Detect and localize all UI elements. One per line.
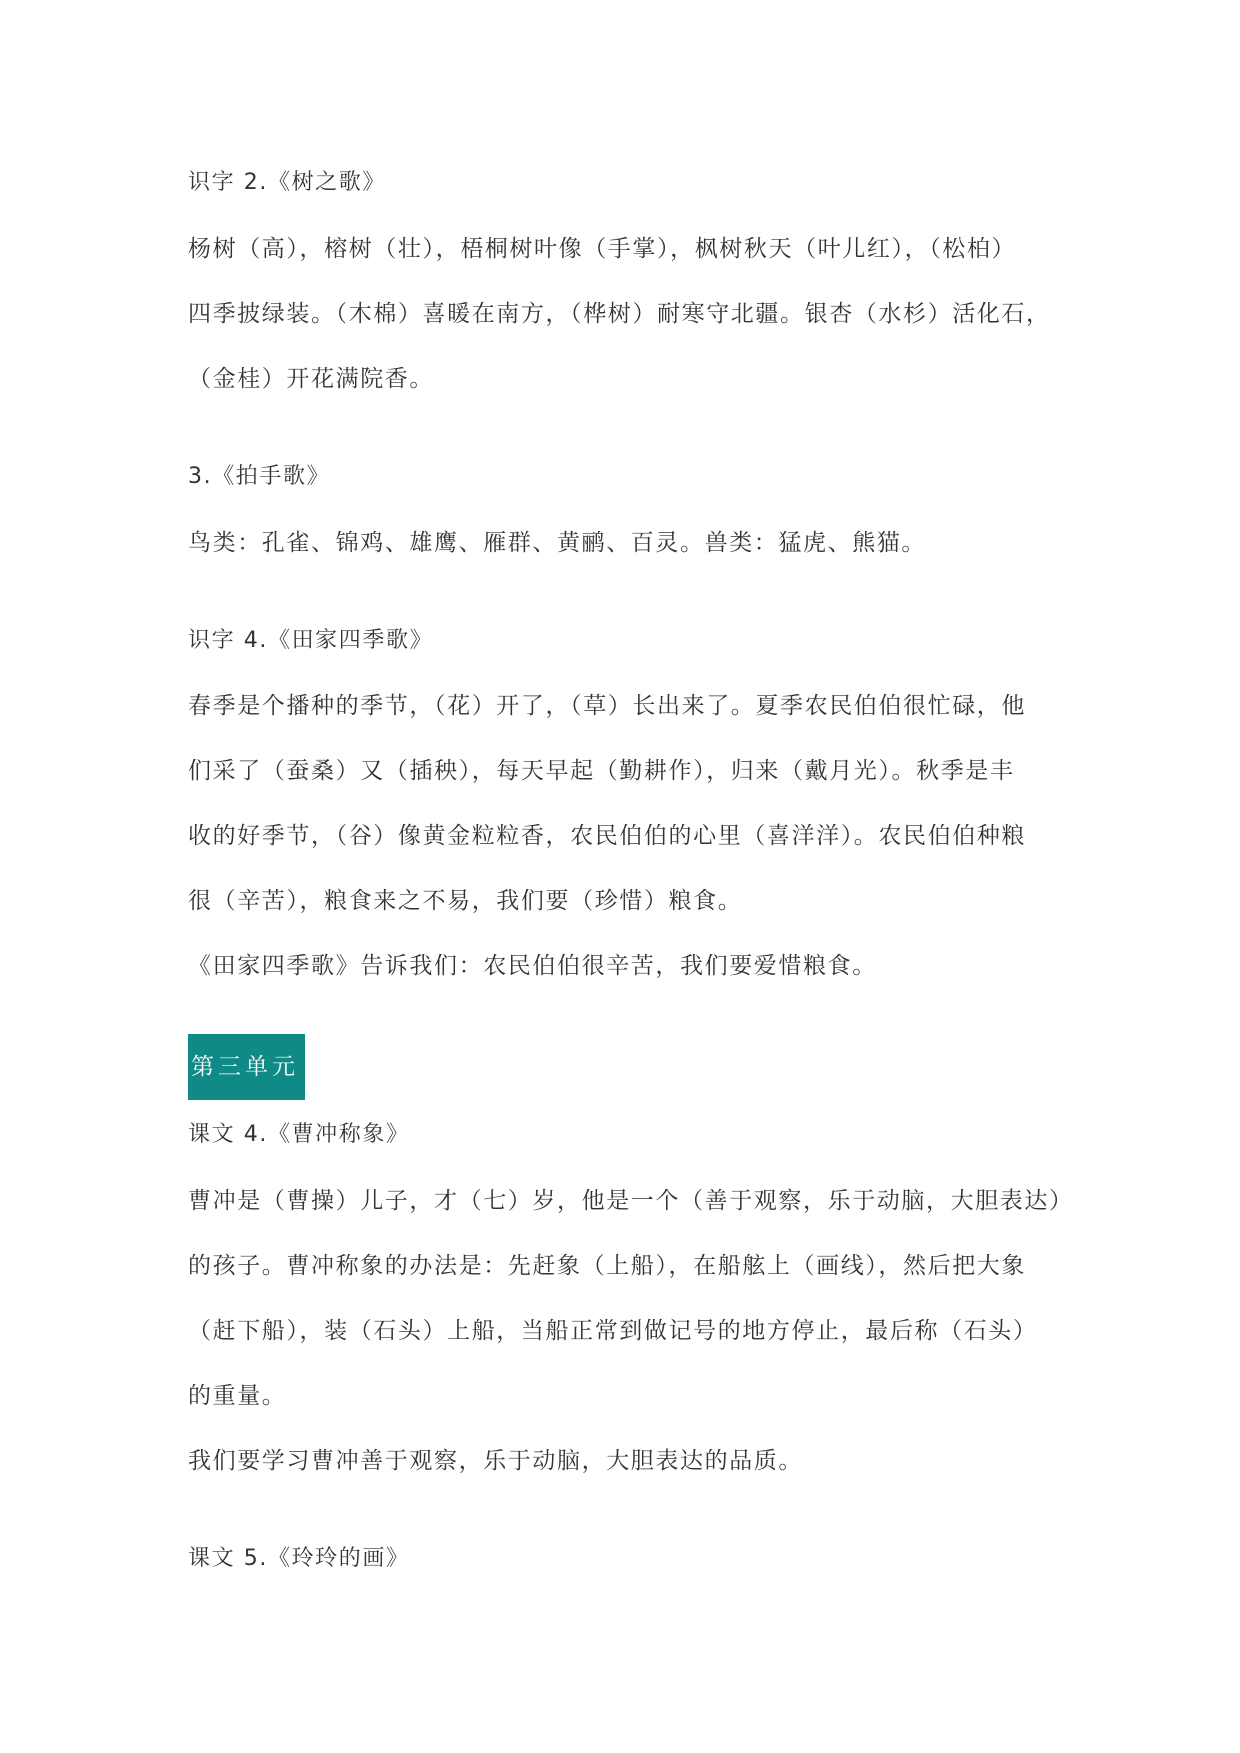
paragraph-line: 的孩子。曹冲称象的办法是：先赶象（上船），在船舷上（画线），然后把大象	[188, 1253, 1026, 1279]
section-title-pai-shou-ge: 3.《拍手歌》	[188, 464, 331, 489]
paragraph-line: （赶下船），装（石头）上船，当船正常到做记号的地方停止，最后称（石头）	[188, 1318, 1038, 1344]
section-summary: 《田家四季歌》告诉我们：农民伯伯很辛苦，我们要爱惜粮食。	[188, 953, 877, 979]
paragraph-line: 杨树（高），榕树（壮），梧桐树叶像（手掌），枫树秋天（叶儿红），（松柏）	[188, 236, 1017, 262]
paragraph-line: 很（辛苦），粮食来之不易，我们要（珍惜）粮食。	[188, 888, 743, 914]
paragraph-line: 四季披绿装。（木棉）喜暖在南方，（桦树）耐寒守北疆。银杏（水杉）活化石，	[188, 301, 1051, 327]
paragraph-line: 们采了（蚕桑）又（插秧），每天早起（勤耕作），归来（戴月光）。秋季是丰	[188, 758, 1015, 784]
paragraph-line: 收的好季节，（谷）像黄金粒粒香，农民伯伯的心里（喜洋洋）。农民伯伯种粮	[188, 823, 1026, 849]
unit-badge: 第三单元	[188, 1034, 305, 1100]
section-title-cao-chong-cheng-xiang: 课文 4.《曹冲称象》	[188, 1122, 410, 1147]
paragraph-line: 鸟类：孔雀、锦鸡、雄鹰、雁群、黄鹂、百灵。兽类：猛虎、熊猫。	[188, 530, 926, 556]
section-title-shu-zhi-ge: 识字 2.《树之歌》	[188, 170, 386, 195]
paragraph-line: （金桂）开花满院香。	[188, 366, 434, 392]
section-title-ling-ling-de-hua: 课文 5.《玲玲的画》	[188, 1546, 410, 1571]
paragraph-line: 的重量。	[188, 1383, 287, 1409]
paragraph-line: 春季是个播种的季节，（花）开了，（草）长出来了。夏季农民伯伯很忙碌，他	[188, 693, 1026, 719]
section-title-tian-jia-si-ji-ge: 识字 4.《田家四季歌》	[188, 628, 434, 653]
paragraph-line: 曹冲是（曹操）儿子，才（七）岁，他是一个（善于观察，乐于动脑，大胆表达）	[188, 1188, 1074, 1214]
section-summary: 我们要学习曹冲善于观察，乐于动脑，大胆表达的品质。	[188, 1448, 803, 1474]
